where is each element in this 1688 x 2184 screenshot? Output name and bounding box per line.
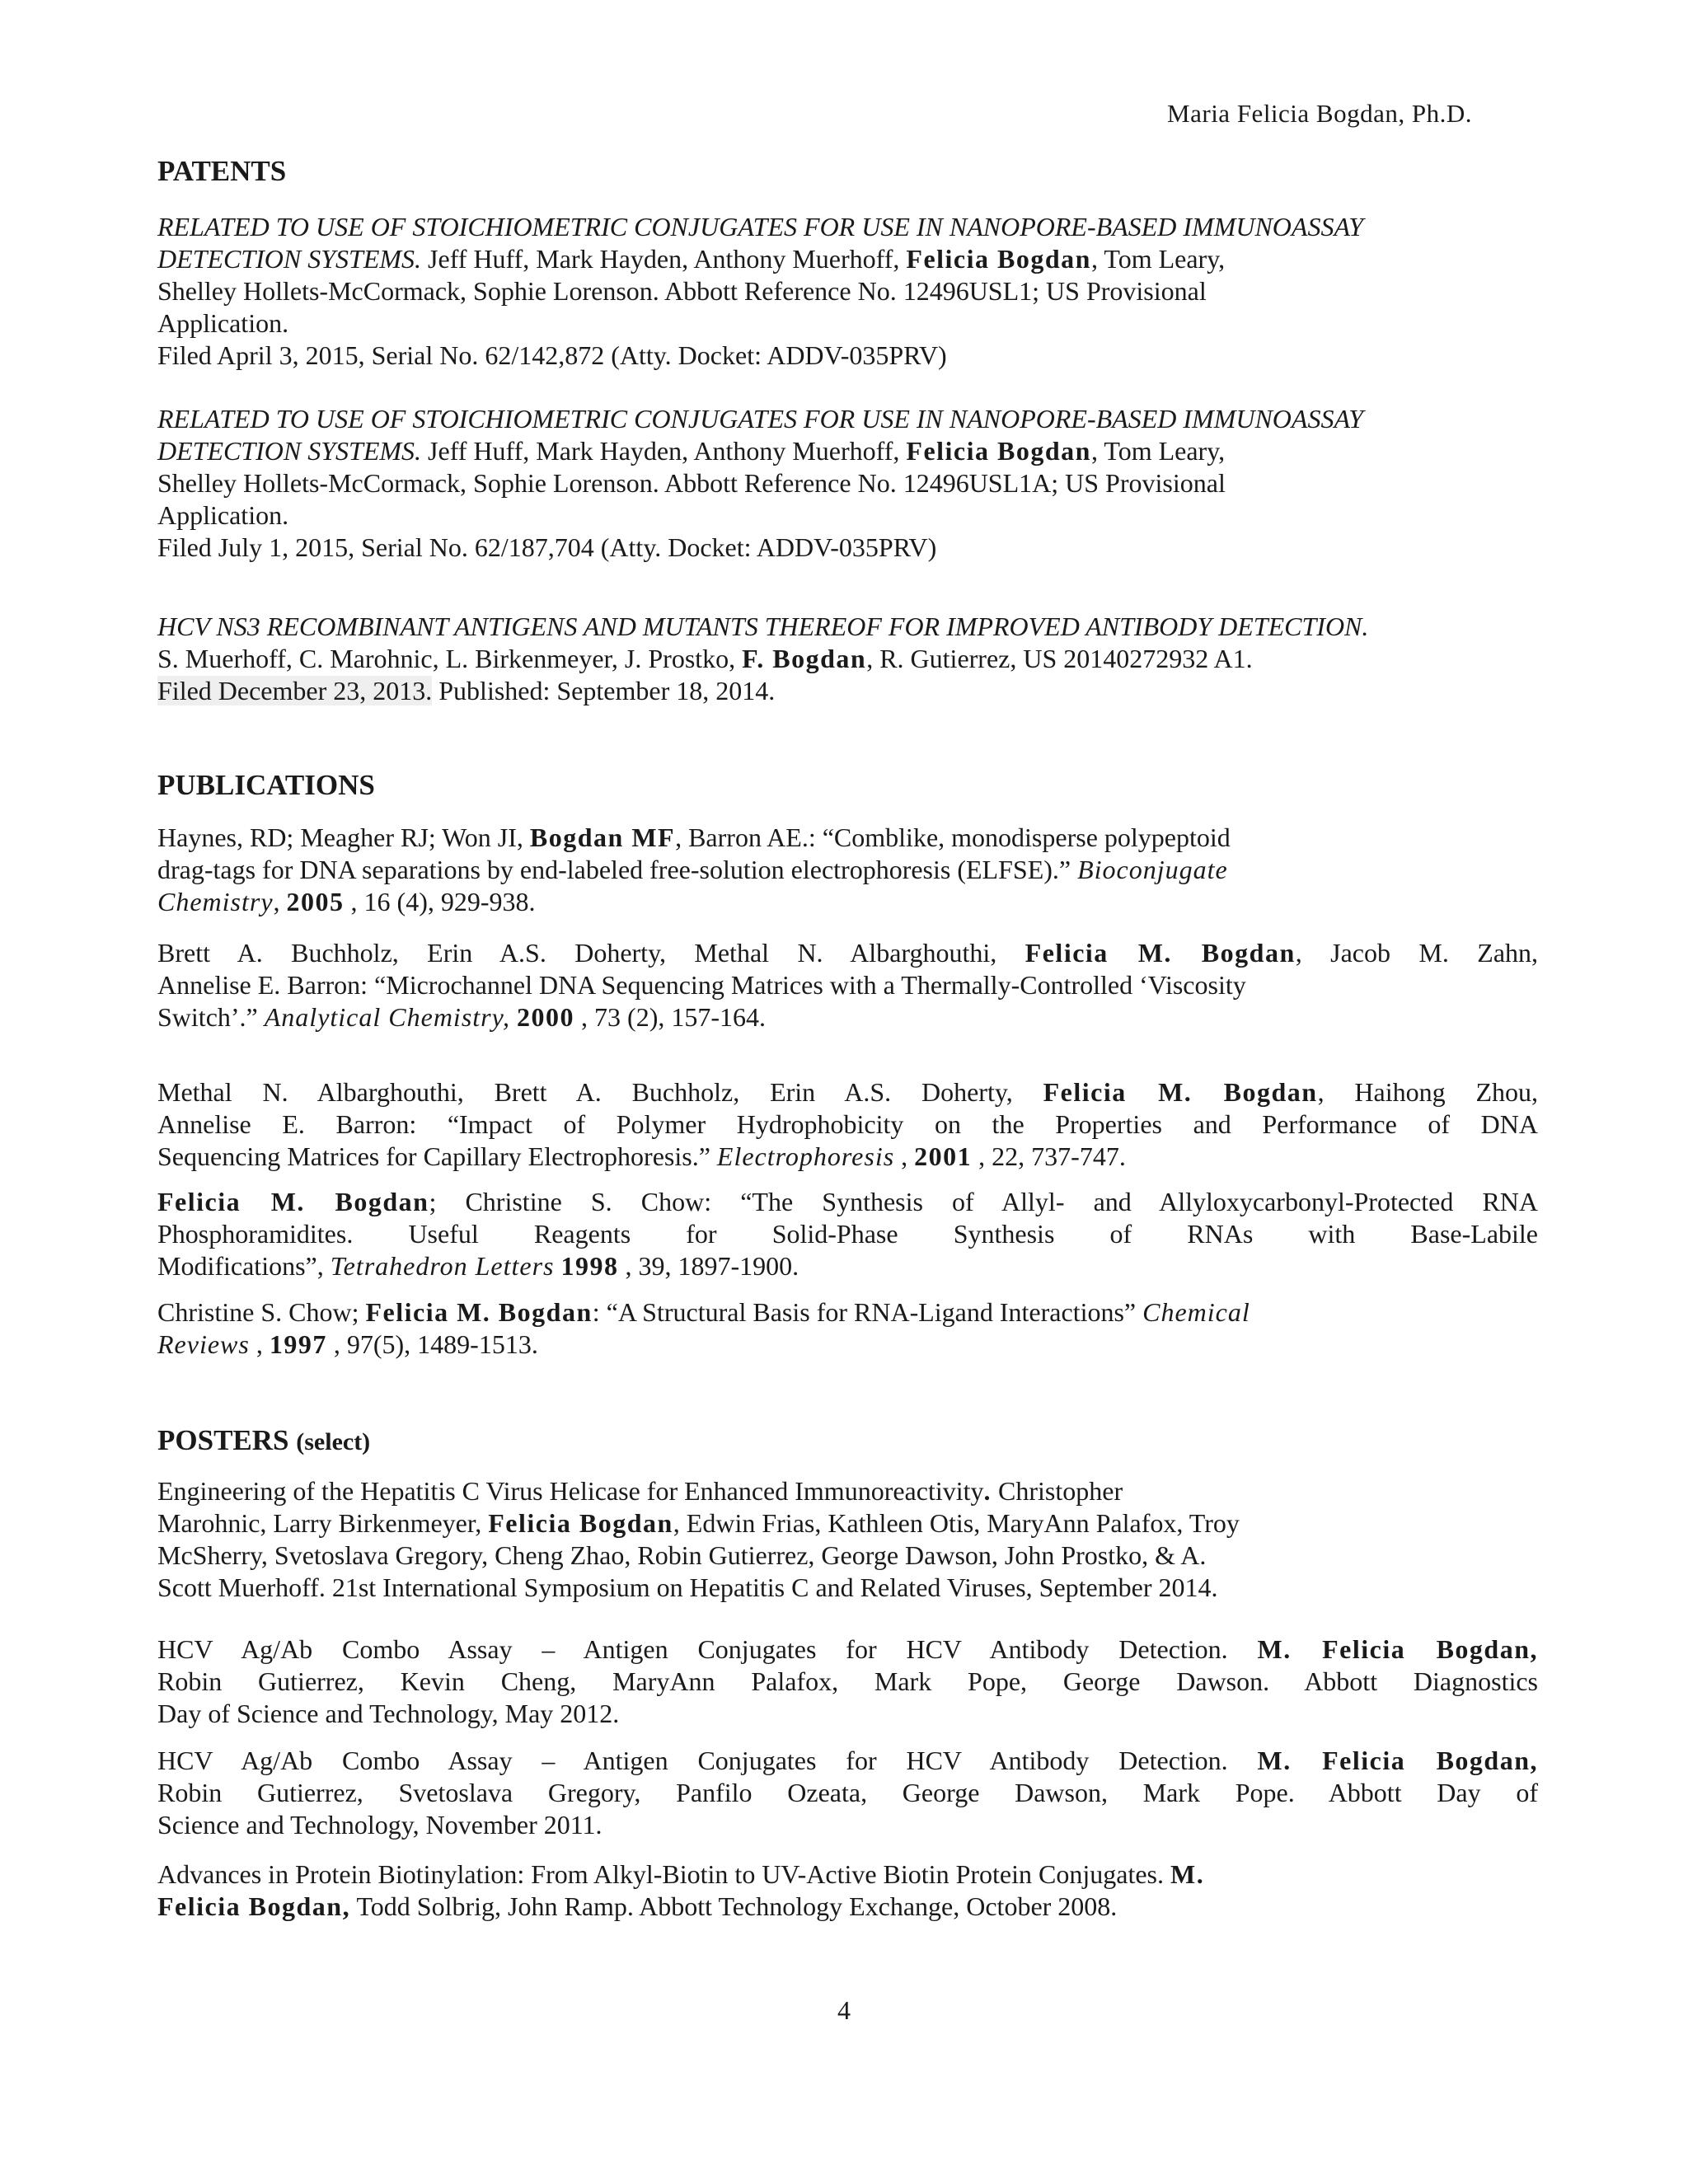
publication-title: Sequencing Matrices for Capillary Electrophoresis.” (157, 1141, 717, 1171)
poster-entry-3 (157, 1745, 1538, 1841)
patent-details: Shelley Hollets-McCormack, Sophie Lorenson. Abbott Reference No. 12496USL1A; US Provisional (157, 468, 1226, 498)
publication-citation: , (894, 1141, 915, 1171)
patent-title: RELATED TO USE OF STOICHIOMETRIC CONJUGATES FOR USE IN NANOPORE-BASED IMMUNOASSAY (157, 404, 1364, 434)
publication-title: Phosphoramidites. Useful Reagents for Solid-Phase Synthesis of RNAs with Base-Labile (157, 1219, 1538, 1249)
patent-title: RELATED TO USE OF STOICHIOMETRIC CONJUGATES FOR USE IN NANOPORE-BASED IMMUNOASSAY (157, 212, 1364, 241)
publication-citation: , 16 (4), 929-938. (344, 887, 536, 916)
publication-citation: , (249, 1329, 270, 1359)
poster-venue: Scott Muerhoff. 21st International Symposium on Hepatitis C and Related Viruses, September 2014. (157, 1572, 1218, 1602)
publication-title: Modifications”, (157, 1251, 331, 1281)
author-highlight: Felicia M. Bogdan (1025, 938, 1296, 968)
publication-authors: Brett A. Buchholz, Erin A.S. Doherty, Methal N. Albarghouthi, (157, 938, 1025, 968)
author-highlight: Felicia M. Bogdan (157, 1187, 429, 1216)
publication-citation: , 22, 737-747. (972, 1141, 1126, 1171)
section-title-posters (157, 1424, 370, 1457)
publication-title: Annelise E. Barron: “Impact of Polymer Hydrophobicity on the Properties and Performance of DNA (157, 1109, 1538, 1139)
author-highlight: M. Felicia Bogdan, (1257, 1634, 1539, 1664)
poster-title: Engineering of the Hepatitis C Virus Helicase for Enhanced Immunoreactivity (157, 1476, 984, 1506)
section-title-text: POSTERS (157, 1424, 289, 1456)
author-highlight: F. Bogdan (742, 644, 867, 673)
publication-citation: , 39, 1897-1900. (618, 1251, 799, 1281)
publication-title: drag-tags for DNA separations by end-labeled free-solution electrophoresis (ELFSE).” (157, 855, 1078, 884)
author-highlight: Felicia Bogdan (906, 244, 1091, 274)
patent-filing: Filed July 1, 2015, Serial No. 62/187,704 (Atty. Docket: ADDV-035PRV) (157, 532, 937, 562)
publication-authors: , Haihong Zhou, (1317, 1077, 1539, 1107)
poster-authors: Robin Gutierrez, Kevin Cheng, MaryAnn Palafox, Mark Pope, George Dawson. Abbott Diagnostics (157, 1666, 1538, 1696)
poster-title: HCV Ag/Ab Combo Assay – Antigen Conjugates for HCV Antibody Detection. (157, 1634, 1258, 1664)
journal-name: Bioconjugate (1077, 855, 1228, 884)
patent-details: Shelley Hollets-McCormack, Sophie Lorenson. Abbott Reference No. 12496USL1; US Provisional (157, 276, 1207, 306)
author-highlight: Felicia Bogdan (906, 436, 1091, 466)
publication-citation: , 73 (2), 157-164. (574, 1002, 767, 1032)
poster-authors: Marohnic, Larry Birkenmeyer, (157, 1508, 489, 1538)
patent-inventors: Jeff Huff, Mark Hayden, Anthony Muerhoff, (421, 244, 907, 274)
author-highlight: Felicia M. Bogdan (365, 1297, 593, 1327)
patent-inventors: , Tom Leary, (1090, 436, 1226, 466)
patent-details: Application. (157, 500, 289, 530)
author-highlight: M. Felicia Bogdan, (1257, 1746, 1539, 1775)
publication-title: ; Christine S. Chow: “The Synthesis of Allyl- and Allyloxycarbonyl-Protected RNA (429, 1187, 1539, 1216)
patent-details: Application. (157, 308, 289, 338)
poster-venue: Todd Solbrig, John Ramp. Abbott Technology Exchange, October 2008. (350, 1891, 1118, 1921)
poster-venue: Science and Technology, November 2011. (157, 1810, 603, 1840)
patent-inventors: , R. Gutierrez, US 20140272932 A1. (866, 644, 1253, 673)
patent-title: DETECTION SYSTEMS. (157, 436, 422, 466)
publication-authors: Haynes, RD; Meagher RJ; Won JI, (157, 823, 530, 852)
patent-entry-1 (157, 211, 1538, 372)
publication-entry-4 (157, 1186, 1538, 1282)
patent-published-date: Published: September 18, 2014. (432, 676, 776, 705)
section-subtitle: (select) (296, 1428, 371, 1455)
publication-authors: Christine S. Chow; (157, 1297, 366, 1327)
section-title-publications: PUBLICATIONS (157, 769, 375, 801)
patent-filing: Filed April 3, 2015, Serial No. 62/142,872 (Atty. Docket: ADDV-035PRV) (157, 340, 947, 370)
patent-entry-2 (157, 403, 1538, 564)
publication-title: Switch’.” (157, 1002, 265, 1032)
poster-title: . (983, 1476, 992, 1506)
poster-authors: , Edwin Frias, Kathleen Otis, MaryAnn Palafox, Troy (673, 1508, 1240, 1538)
publication-authors: Methal N. Albarghouthi, Brett A. Buchholz, Erin A.S. Doherty, (157, 1077, 1043, 1107)
publication-year: 1997 (269, 1329, 327, 1359)
author-highlight: Bogdan MF (529, 823, 676, 852)
author-highlight: Felicia Bogdan, (157, 1891, 351, 1921)
poster-authors: Christopher (992, 1476, 1123, 1506)
journal-name: Electrophoresis (716, 1141, 895, 1171)
publication-title: Annelise E. Barron: “Microchannel DNA Sequencing Matrices with a Thermally-Controlled ‘Viscosity (157, 970, 1246, 1000)
publication-authors: , Jacob M. Zahn, (1295, 938, 1539, 968)
patent-filed-date: Filed December 23, 2013. (157, 676, 433, 705)
author-highlight: Felicia Bogdan (488, 1508, 673, 1538)
journal-name: Tetrahedron Letters (330, 1251, 555, 1281)
poster-authors: McSherry, Svetoslava Gregory, Cheng Zhao, Robin Gutierrez, George Dawson, John Prostko, & A. (157, 1540, 1207, 1570)
journal-name: Reviews (157, 1329, 250, 1359)
poster-authors: Robin Gutierrez, Svetoslava Gregory, Panfilo Ozeata, George Dawson, Mark Pope. Abbott Day of (157, 1778, 1538, 1807)
patent-title: DETECTION SYSTEMS. (157, 244, 422, 274)
poster-entry-4 (157, 1858, 1538, 1923)
publication-year: 2005 (286, 887, 345, 916)
patent-inventors: Jeff Huff, Mark Hayden, Anthony Muerhoff, (421, 436, 907, 466)
publication-year: 2000 (517, 1002, 575, 1032)
patent-title: HCV NS3 RECOMBINANT ANTIGENS AND MUTANTS THEREOF FOR IMPROVED ANTIBODY DETECTION. (157, 612, 1369, 641)
page-number: 4 (837, 1995, 851, 2025)
patent-inventors: S. Muerhoff, C. Marohnic, L. Birkenmeyer, J. Prostko, (157, 644, 743, 673)
publication-entry-5 (157, 1296, 1538, 1361)
journal-name: Analytical Chemistry, (264, 1002, 511, 1032)
publication-entry-3 (157, 1076, 1538, 1173)
patent-entry-3 (157, 611, 1538, 707)
poster-title: HCV Ag/Ab Combo Assay – Antigen Conjugates for HCV Antibody Detection. (157, 1746, 1258, 1775)
publication-year: 1998 (560, 1251, 619, 1281)
author-highlight: Felicia M. Bogdan (1043, 1077, 1318, 1107)
poster-title: Advances in Protein Biotinylation: From Alkyl-Biotin to UV-Active Biotin Protein Conjugates. (157, 1859, 1170, 1889)
publication-title: : “A Structural Basis for RNA-Ligand Interactions” (592, 1297, 1143, 1327)
page-header-author: Maria Felicia Bogdan, Ph.D. (1167, 99, 1472, 128)
publication-entry-1 (157, 822, 1538, 918)
author-highlight: M. (1170, 1859, 1205, 1889)
publication-entry-2 (157, 937, 1538, 1033)
section-title-patents: PATENTS (157, 155, 287, 187)
publication-citation: , (273, 887, 287, 916)
journal-name: Chemistry (157, 887, 274, 916)
poster-entry-1 (157, 1475, 1538, 1604)
publication-year: 2001 (914, 1141, 973, 1171)
poster-entry-2 (157, 1633, 1538, 1730)
poster-venue: Day of Science and Technology, May 2012. (157, 1699, 620, 1728)
patent-inventors: , Tom Leary, (1090, 244, 1226, 274)
journal-name: Chemical (1142, 1297, 1250, 1327)
publication-citation: , 97(5), 1489-1513. (326, 1329, 538, 1359)
publication-title: , Barron AE.: “Comblike, monodisperse polypeptoid (675, 823, 1231, 852)
